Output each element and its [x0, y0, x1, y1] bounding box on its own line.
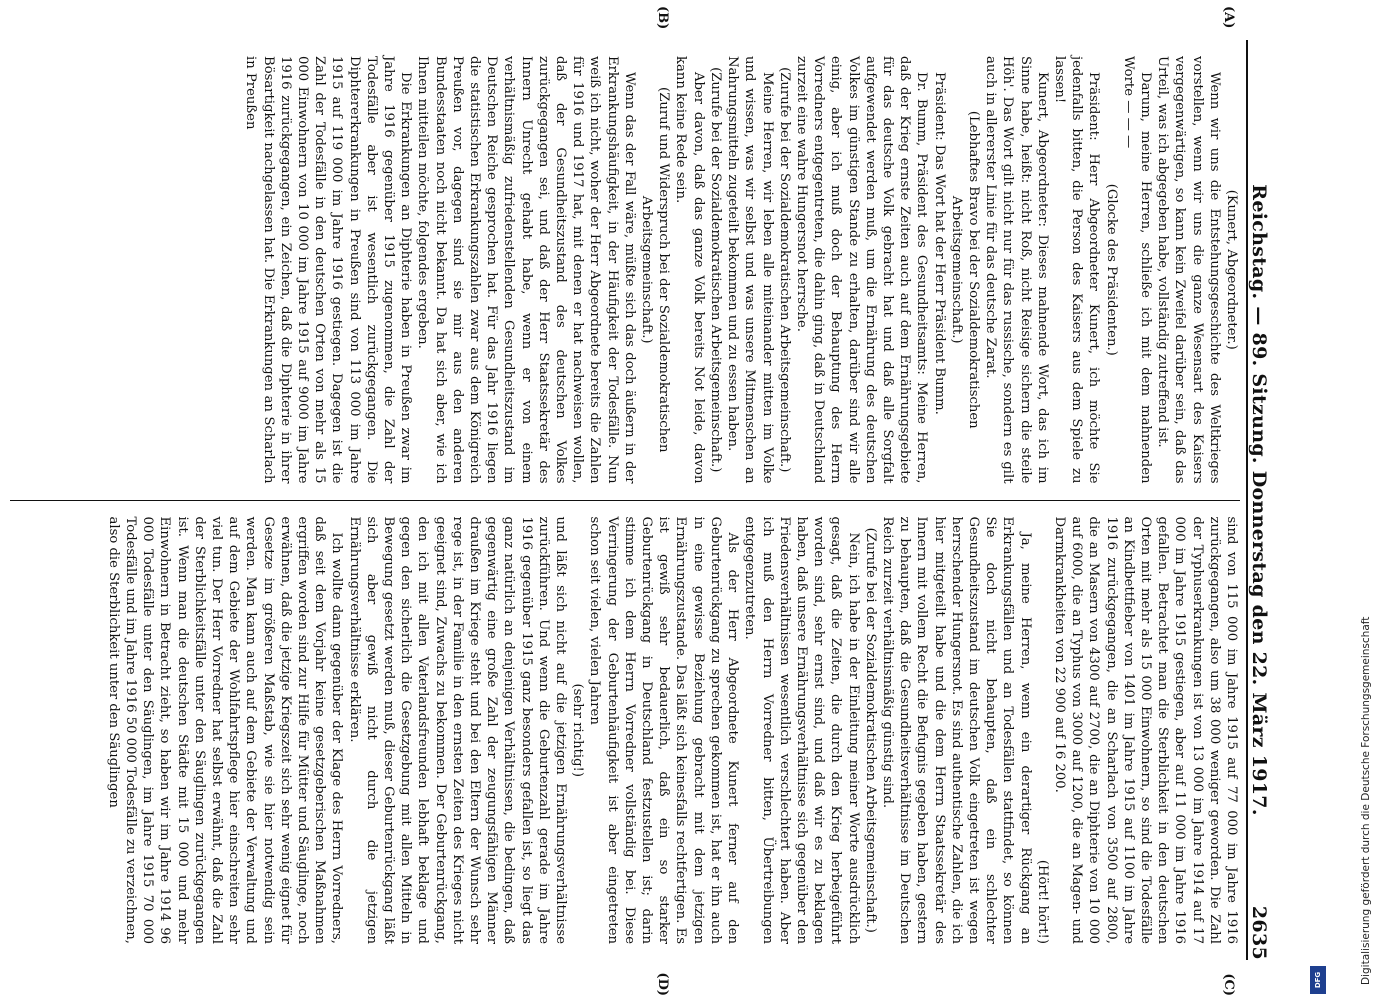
margin-marker-b: (B) [655, 6, 670, 30]
paragraph: (Zuruf und Widerspruch bei der Sozialdemokratischen Arbeitsgemeinschaft.) [639, 87, 672, 453]
text-columns [10, 40, 1240, 960]
paragraph: (Zurufe bei der Sozialdemokratischen Arbeitsgemeinschaft.) [862, 527, 878, 933]
paragraph: Wenn das der Fall wäre, müßte sich das doch äußern in der Erkrankungshäufigkeit, in der Häufigkeit der Todesfälle. Nun weiß ich nicht, woher der Herr Abgeordnete bereits die Zahlen für 1916 und 1917 hat, mit denen er hat nachweisen wollen, daß der Gesundheitszustand des deutschen Volkes zurückgegangen sei, und daß der Herr Staatssekretär des Innern Unrecht gehabt habe, wenn er von einem verhältnismäßig zufriedenstellenden Gesundheitszustand im Deutschen Reiche gesprochen hat. Für das Jahr 1916 liegen die statistischen Erkrankungszahlen zwar aus dem Königreich Preußen vor, dagegen sind sie mir aus den anderen Bundesstaaten noch nicht bekannt. Da hat sich aber, wie ich Ihnen mitteilen möchte, folgendes ergeben. [415, 56, 637, 484]
paragraph: (Zurufe bei der Sozialdemokratischen Arbeitsgemeinschaft.) [707, 67, 723, 473]
dfg-logo-icon: DFG [1310, 966, 1326, 994]
margin-marker-d: (D) [655, 972, 670, 996]
paragraph: Ja, meine Herren, wenn ein derartiger Rückgang an Erkrankungsfällen und an Todesfällen stattfindet, so können Sie doch nicht behaupten, daß ein schlechter Gesundheitszustand im deutschen Volk eingetreten ist wegen herrschender Hungersnot. Es sind authentische Zahlen, die ich hier mitgeteilt habe und die dem Herrn Staatssekretär des Innern mit vollem Recht die Befugnis gegeben haben, gestern zu behaupten, daß die Gesundheitsverhältnisse im Deutschen Reich zurzeit verhältnismäßig günstig sind. [879, 516, 1033, 944]
digitization-sidebar [1308, 0, 1383, 1000]
paragraph: (Lebhaftes Bravo bei der Sozialdemokratischen Arbeitsgemeinschaft.) [948, 110, 981, 429]
paragraph: (Hört! hört!) [1034, 859, 1050, 944]
margin-marker-a: (A) [1221, 6, 1236, 29]
paragraph: Kunert, Abgeordneter: Dieses mahnende Wort, das ich im Sinne habe, heißt: nicht Roß, nicht Reisige sichern die steile Höh'. Das Wort gilt nicht nur für das russische, sondern es gilt auch in allererster Linie für das deutsche Zarat. [983, 56, 1050, 484]
paragraph: Dr. Bumm, Präsident des Gesundheitsamts: Meine Herren, daß der Krieg ernste Zeiten auch auf dem Ernährungsgebiete für das deutsche Volk gebracht hat und daß alle Sorgfalt aufgewendet werden muß, um die Ernährung des deutschen Volkes im günstigen Stande zu erhalten, darüber sind wir alle einig, aber ich muß doch der Behauptung des Herrn Vorredners entgegentreten, die dahin ging, daß in Deutschland zurzeit eine wahre Hungersnot herrsche. [793, 56, 930, 484]
paragraph: und läßt sich nicht auf die jetzigen Ernährungsverhältnisse zurückführen. Und wenn die Geburtenzahl gerade im Jahre 1916 gegenüber 1915 ganz besonders gefallen ist, so liegt das ganz natürlich an denjenigen Verhältnissen, die bedingen, daß gegenwärtig eine große Zahl der zeugungsfähigen Männer draußen im Kriege steht und bei den Eltern der Wunsch sehr rege ist, in der Familie in den ernsten Zeiten des Krieges nicht geeignet sind, Zuwachs zu bekommen. Der Geburtenrückgang, den ich mit allen Vaterlandsfreunden lebhaft beklage und gegen den sicherlich die Gesetzgebung mit allen Mitteln in Bewegung gesetzt werden muß, dieser Geburtenrückgang läßt sich aber gewiß nicht durch die jetzigen Ernährungsverhältnisse erklären. [346, 516, 569, 944]
paragraph: (Glocke des Präsidenten.) [1103, 183, 1119, 356]
page-header [1246, 40, 1282, 960]
paragraph: Die Erkrankungen an Diphterie haben in Preußen zwar im Jahre 1916 gegenüber 1915 zugenommen, die Zahl der Todesfälle aber ist wesentlich zurückgegangen. Die Diphtererkrankungen in Preußen sind von 113 000 im Jahre 1915 auf 119 000 im Jahre 1916 gestiegen. Dagegen ist die Zahl der Todesfälle in den deutschen Orten von mehr als 15 000 Einwohnern von 10 000 im Jahre 1915 auf 9000 im Jahre 1916 zurückgegangen, ein Zeichen, daß die Diphterie in ihrer Bösartigkeit nachgelassen hat. Die Erkrankungen an Scharlach in Preußen [243, 56, 414, 484]
paragraph: Als der Herr Abgeordnete Kunert ferner auf den Geburtenrückgang zu sprechen gekommen ist, hat er ihn auch in eine gewisse Beziehung gebracht mit dem jetzigen Ernährungszustande. Das läßt sich keinesfalls rechtfertigen. Es ist gewiß sehr bedauerlich, daß ein so starker Geburtenrückgang in Deutschland festzustellen ist; darin stimme ich dem Herrn Vorredner vollständig bei. Diese Verringerung der Geburtenhäufigkeit ist aber eingetreten schon seit vielen, vielen Jahren [587, 516, 741, 944]
paragraph: Nein, ich habe in der Einleitung meiner Worte ausdrücklich gesagt, daß die Zeiten, die durch den Krieg herbeigeführt worden sind, sehr ernst sind, und daß wir es zu beklagen haben, daß unsere Ernährungsverhältnisse sich gegenüber den Friedensverhältnissen wesentlich verschlechtert haben. Aber ich muß den Herrn Vorredner bitten, Übertreibungen entgegenzutreten. [742, 516, 861, 944]
page-number: 2635 [1248, 905, 1270, 960]
right-column [10, 500, 1240, 961]
paragraph: Ich wollte dann gegenüber der Klage des Herrn Vorredners, daß seit dem Vorjahr keine gesetzgeberischen Maßnahmen ergriffen worden sind zur Hilfe für Mütter und Säuglinge, noch erwähnen, daß die jetzige Kriegszeit sich sehr wenig eignet für Gesetze im größeren Maßstab, wie sie hier notwendig sein werden. Man kann auch auf dem Gebiete der Verwaltung und auf dem Gebiete der Wohlfahrtspflege hier einschreiten sehr viel tun. Der Herr Vorredner hat selbst erwähnt, daß die Zahl der Sterblichkeitsfälle unter den Säuglingen zurückgegangen ist. Wenn man die deutschen Städte mit 15 000 und mehr Einwohnern in Betracht zieht, so haben wir im Jahre 1914 96 000 Todesfälle unter den Säuglingen, im Jahre 1915 70 000 Todesfälle und im Jahre 1916 50 000 Todesfälle zu verzeichnen, also die Sterblichkeit unter den Säuglingen [105, 516, 345, 944]
left-column [10, 40, 1240, 500]
page-title: Reichstag. — 89. Sitzung. Donnerstag den 22. März 1917. [1248, 184, 1270, 816]
paragraph: Wenn wir uns die Entstehungsgeschichte des Weltkrieges vorstellen, wenn wir uns die ganze Wesensart des Kaisers vergegenwärtigen, so kann kein Zweifel darüber sein, daß das Urteil, was ich abgegeben habe, vollständig zutreffend ist. [1155, 56, 1222, 484]
paragraph: Meine Herren, wir leben alle miteinander mitten im Volke und wissen, was wir selbst und was unsere Mitmenschen an Nahrungsmitteln zugeteilt bekommen und zu essen haben. [725, 56, 775, 484]
margin-marker-c: (C) [1221, 973, 1236, 996]
paragraph: (Kunert, Abgeordneter.) [1224, 189, 1239, 350]
paragraph: Darum, meine Herren, schließe ich mit dem mahnenden Worte — — — [1120, 56, 1153, 484]
paragraph: Präsident: Das Wort hat der Herr Präsident Bumm. [931, 72, 947, 415]
paragraph: Präsident: Herr Abgeordneter Kunert, ich möchte Sie jedenfalls bitten, die Person des Kaisers aus dem Spiele zu lassen! [1051, 56, 1102, 484]
funding-credit: Digitalisierung gefördert durch die Deutsche Forschungsgemeinschaft [1360, 616, 1372, 985]
paragraph: Aber davon, daß das ganze Volk bereits Not leide, davon kann keine Rede sein. [673, 56, 706, 484]
paragraph: (Zurufe bei der Sozialdemokratischen Arbeitsgemeinschaft.) [776, 67, 792, 473]
paragraph: sind von 115 000 im Jahre 1915 auf 77 000 im Jahre 1916 zurückgegangen, also um 38 000 weniger geworden. Die Zahl der Typhuserkrankungen ist von 13 000 im Jahre 1914 auf 17 000 im Jahre 1915 gestiegen, aber auf 11 000 im Jahre 1916 gefallen. Betrachtet man die Sterblichkeit in den deutschen Orten mit mehr als 15 000 Einwohnern, so sind die Todesfälle an Kindbettfieber von 1401 im Jahre 1915 auf 1100 im Jahre 1916 zurückgegangen, die an Scharlach von 3500 auf 2800, die an Masern von 4300 auf 2700, die an Diphterie von 10 000 auf 6000, die an Typhus von 3000 auf 1200, die an Magen- und Darmkrankheiten von 22 900 auf 16 200. [1051, 516, 1239, 944]
paragraph: (sehr richtig!) [570, 683, 586, 777]
